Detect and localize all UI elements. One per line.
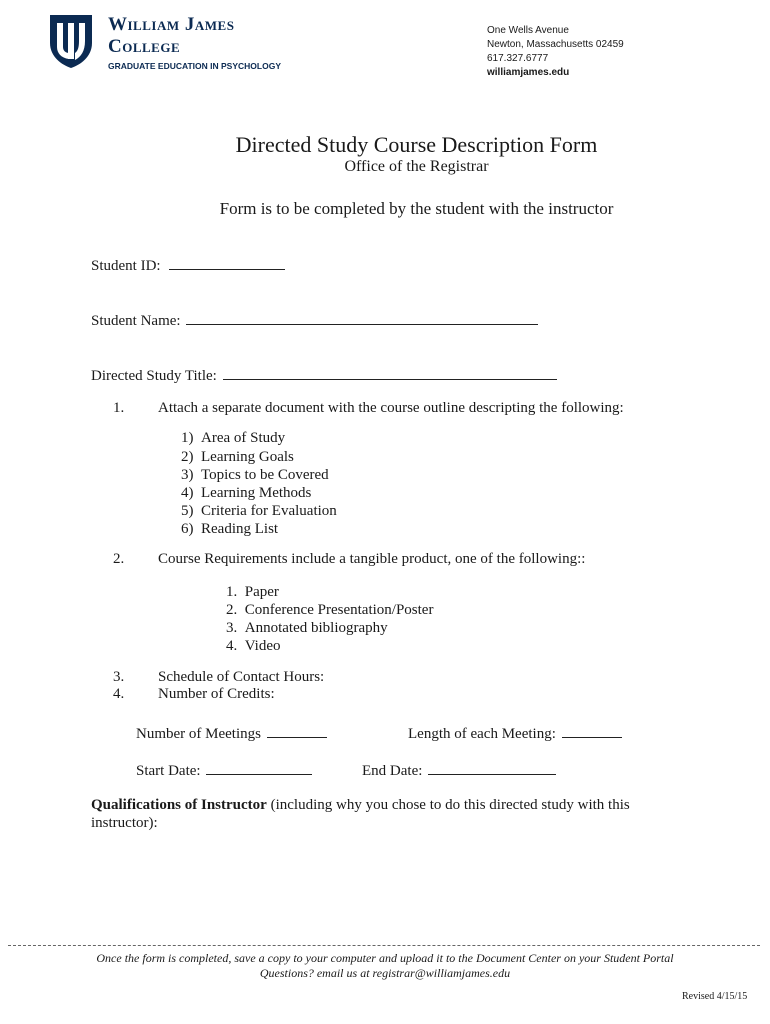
- revision-date: Revised 4/15/15: [682, 991, 748, 1002]
- list-item: 5) Criteria for Evaluation: [181, 503, 337, 519]
- qualifications-section: [91, 796, 691, 832]
- list-item: 3. Annotated bibliography: [226, 620, 388, 636]
- footer-divider: [8, 945, 760, 946]
- address-line1: One Wells Avenue: [487, 25, 569, 36]
- end-date-label: End Date:: [362, 763, 423, 779]
- college-logo-icon: [48, 13, 94, 69]
- list-item: 4) Learning Methods: [181, 485, 312, 501]
- item-text: Course Requirements include a tangible product, one of the following::: [158, 551, 586, 567]
- form-instructions: Form is to be completed by the student with the instructor: [219, 199, 614, 218]
- list-item: 2) Learning Goals: [181, 449, 294, 465]
- phone-number: 617.327.6777: [487, 53, 549, 64]
- start-date-field: [136, 760, 312, 780]
- directed-study-title-field: [91, 365, 557, 385]
- number-of-meetings-blank[interactable]: [267, 723, 327, 738]
- item-number: 1.: [113, 400, 125, 416]
- footer-contact: Questions? email us at registrar@williamjames.edu: [259, 966, 511, 980]
- qualifications-text-line2: instructor):: [91, 815, 158, 831]
- website-link[interactable]: williamjames.edu: [487, 67, 570, 78]
- number-of-meetings-field: [136, 723, 327, 743]
- student-name-blank[interactable]: [186, 310, 538, 325]
- form-subtitle: Office of the Registrar: [344, 158, 489, 175]
- list-item: 6) Reading List: [181, 521, 279, 537]
- student-id-field: [91, 255, 285, 275]
- footer-instructions: Once the form is completed, save a copy to your computer and upload it to the Document Center on your Student Portal: [96, 951, 674, 965]
- list-item: 2. Conference Presentation/Poster: [226, 602, 434, 618]
- brand-name-line1: William James: [108, 14, 235, 35]
- length-of-meeting-label: Length of each Meeting:: [408, 726, 556, 742]
- end-date-field: [362, 760, 556, 780]
- length-of-meeting-field: [408, 723, 622, 743]
- address-line2: Newton, Massachusetts 02459: [487, 39, 624, 50]
- end-date-blank[interactable]: [428, 760, 556, 775]
- form-title: Directed Study Course Description Form: [235, 132, 598, 157]
- start-date-label: Start Date:: [136, 763, 201, 779]
- directed-study-title-label: Directed Study Title:: [91, 368, 217, 384]
- brand-tagline: GRADUATE EDUCATION IN PSYCHOLOGY: [108, 61, 281, 71]
- length-of-meeting-blank[interactable]: [562, 723, 622, 738]
- list-item: 1) Area of Study: [181, 430, 286, 446]
- brand-name-line2: College: [108, 36, 181, 57]
- list-item: 4. Video: [226, 638, 281, 654]
- qualifications-label: Qualifications of Instructor: [91, 797, 267, 813]
- item-text: Number of Credits:: [158, 686, 275, 702]
- student-id-label: Student ID:: [91, 258, 161, 274]
- item-number: 3.: [113, 669, 125, 685]
- item-number: 2.: [113, 551, 125, 567]
- item-text: Attach a separate document with the course outline descripting the following:: [158, 400, 624, 416]
- number-of-meetings-label: Number of Meetings: [136, 726, 261, 742]
- item-number: 4.: [113, 686, 125, 702]
- start-date-blank[interactable]: [206, 760, 312, 775]
- qualifications-text-line1: (including why you chose to do this directed study with this: [266, 797, 630, 813]
- list-item: 3) Topics to be Covered: [181, 467, 329, 483]
- student-name-label: Student Name:: [91, 313, 181, 329]
- student-name-field: [91, 310, 538, 330]
- item-text: Schedule of Contact Hours:: [158, 669, 325, 685]
- student-id-blank[interactable]: [169, 255, 285, 270]
- list-item: 1. Paper: [226, 584, 279, 600]
- directed-study-title-blank[interactable]: [223, 365, 557, 380]
